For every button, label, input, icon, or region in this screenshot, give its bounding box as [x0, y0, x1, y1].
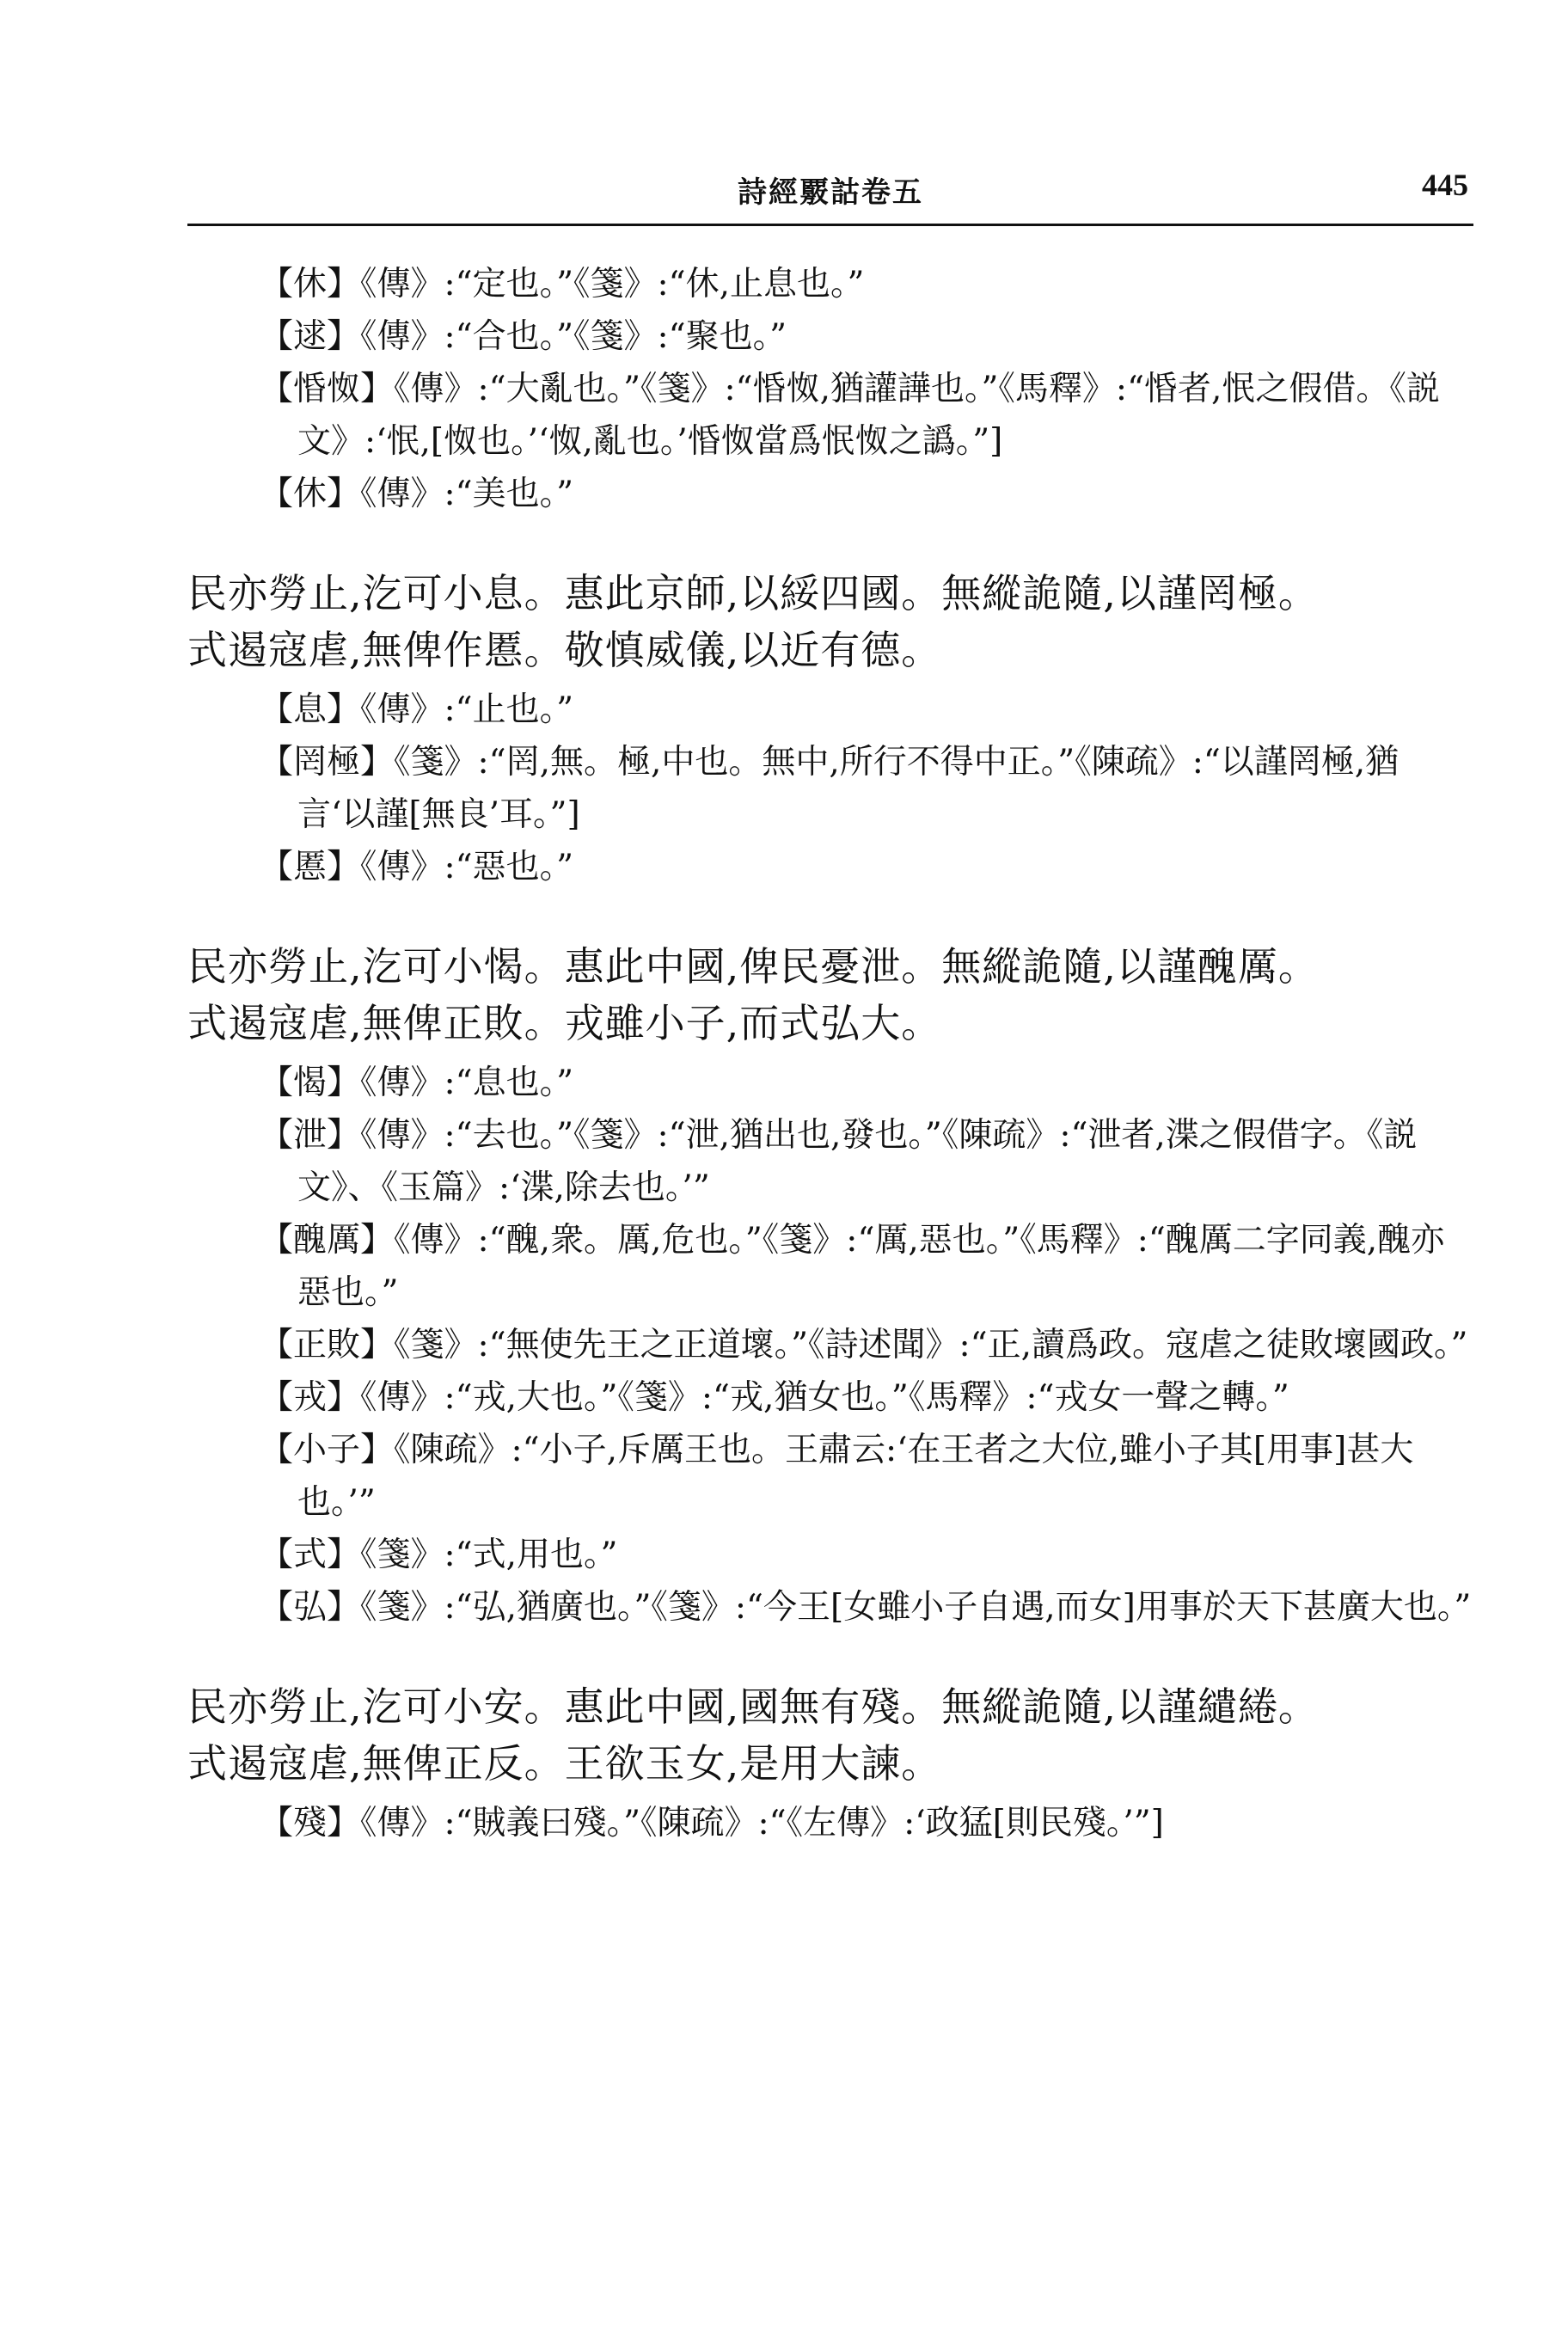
note-item: 【弘】《箋》:“弘,猶廣也。”《箋》:“今王[女雖小子自遇,而女]用事於天下甚廣大也。” — [260, 1588, 1472, 1627]
note-item: 【息】《傳》:“止也。” — [260, 690, 574, 729]
running-header — [187, 163, 1473, 226]
page-number: 445 — [1422, 168, 1468, 202]
note-item: 【泄】《傳》:“去也。”《箋》:“泄,猶出也,發也。”《陳疏》:“泄者,渫之假借字。《説文》、《玉篇》:‘渫,除去也。’” — [260, 1116, 1418, 1207]
note-item: 【惛怓】《傳》:“大亂也。”《箋》:“惛怓,猶讙譁也。”《馬釋》:“惛者,怋之假借。《説文》:‘怋,[怓也。’‘怓,亂也。’惛怓當爲怋怓之譌。”] — [260, 370, 1440, 461]
section-2 — [187, 565, 1473, 893]
note-item: 【休】《傳》:“定也。”《箋》:“休,止息也。” — [260, 265, 865, 303]
section-3 — [187, 938, 1473, 1634]
verse-stanza — [187, 938, 1473, 1052]
note-item: 【愒】《傳》:“息也。” — [260, 1064, 574, 1102]
running-title: 詩經覈詁卷五 — [738, 175, 923, 210]
note-item: 【罔極】《箋》:“罔,無。極,中也。無中,所行不得中正。”《陳疏》:“以謹罔極,猶言‘以謹[無良’耳。”] — [260, 743, 1400, 834]
section-4 — [187, 1678, 1473, 1849]
note-item: 【小子】《陳疏》:“小子,斥厲王也。王肅云:‘在王者之大位,雖小子其[用事]甚大也。’” — [260, 1431, 1414, 1522]
note-item: 【殘】《傳》:“賊義曰殘。”《陳疏》:“《左傳》:‘政猛[則民殘。’”] — [260, 1804, 1164, 1842]
verse-line: 民亦勞止,汔可小息。惠此京師,以綏四國。無縱詭隨,以謹罔極。 — [187, 570, 1319, 616]
note-item: 【醜厲】《傳》:“醜,衆。厲,危也。”《箋》:“厲,惡也。”《馬釋》:“醜厲二字同義,醜亦惡也。” — [260, 1221, 1445, 1312]
notes-list — [187, 684, 1473, 893]
notes-list — [187, 258, 1473, 520]
verse-stanza — [187, 1678, 1473, 1792]
verse-line: 民亦勞止,汔可小安。惠此中國,國無有殘。無縱詭隨,以謹繾綣。 — [187, 1683, 1319, 1730]
note-item: 【休】《傳》:“美也。” — [260, 475, 574, 513]
verse-line: 式遏寇虐,無俾正敗。戎雖小子,而式弘大。 — [187, 1000, 942, 1046]
notes-list — [187, 1057, 1473, 1634]
verse-line: 式遏寇虐,無俾正反。王欲玉女,是用大諫。 — [187, 1740, 942, 1787]
verse-line: 式遏寇虐,無俾作慝。敬慎威儀,以近有德。 — [187, 627, 942, 673]
section-1 — [187, 258, 1473, 520]
page-body — [187, 258, 1473, 1849]
note-item: 【慝】《傳》:“惡也。” — [260, 848, 574, 886]
note-item: 【逑】《傳》:“合也。”《箋》:“聚也。” — [260, 317, 787, 356]
note-item: 【式】《箋》:“式,用也。” — [260, 1536, 618, 1574]
notes-list — [187, 1797, 1473, 1849]
verse-line: 民亦勞止,汔可小愒。惠此中國,俾民憂泄。無縱詭隨,以謹醜厲。 — [187, 943, 1319, 990]
verse-stanza — [187, 565, 1473, 678]
note-item: 【正敗】《箋》:“無使先王之正道壞。”《詩述聞》:“正,讀爲政。寇虐之徒敗壞國政。” — [260, 1326, 1468, 1364]
note-item: 【戎】《傳》:“戎,大也。”《箋》:“戎,猶女也。”《馬釋》:“戎女一聲之轉。” — [260, 1378, 1289, 1417]
